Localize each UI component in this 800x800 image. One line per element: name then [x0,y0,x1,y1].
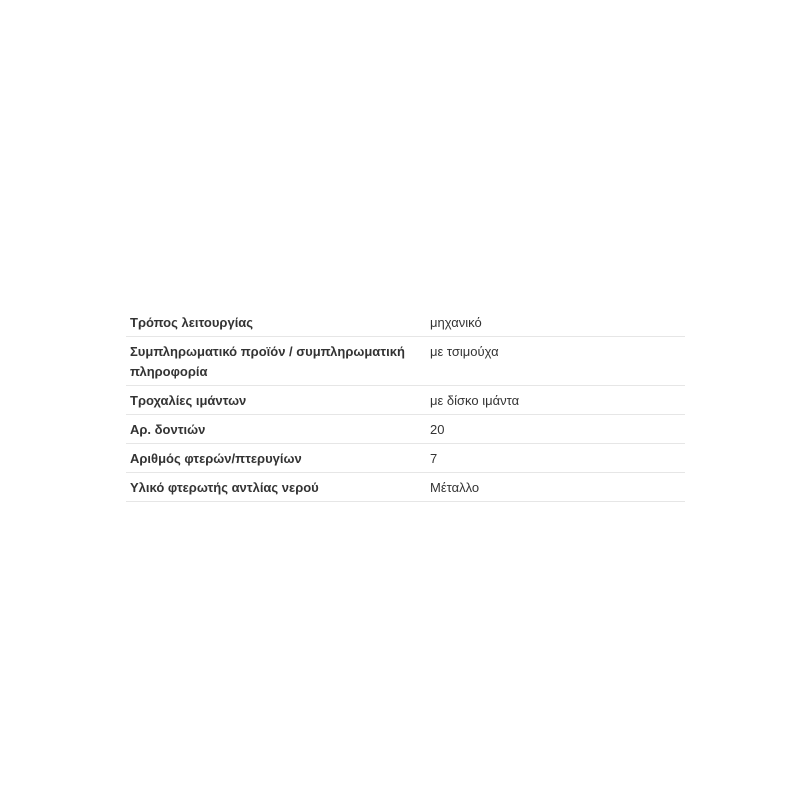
table-row [126,337,685,386]
spec-value: Μέταλλο [426,473,685,502]
spec-label: Συμπληρωματικό προϊόν / συμπληρωματική πληροφορία [126,337,426,386]
table-row [126,473,685,502]
spec-value: με τσιμούχα [426,337,685,386]
spec-label: Υλικό φτερωτής αντλίας νερού [126,473,426,502]
table-row [126,444,685,473]
spec-label: Τροχαλίες ιμάντων [126,386,426,415]
table-row [126,308,685,337]
spec-label: Αριθμός φτερών/πτερυγίων [126,444,426,473]
spec-value: μηχανικό [426,308,685,337]
table-row [126,386,685,415]
spec-value: με δίσκο ιμάντα [426,386,685,415]
spec-value: 20 [426,415,685,444]
spec-label: Αρ. δοντιών [126,415,426,444]
table-row [126,415,685,444]
specification-table [126,308,685,502]
spec-label: Τρόπος λειτουργίας [126,308,426,337]
spec-value: 7 [426,444,685,473]
